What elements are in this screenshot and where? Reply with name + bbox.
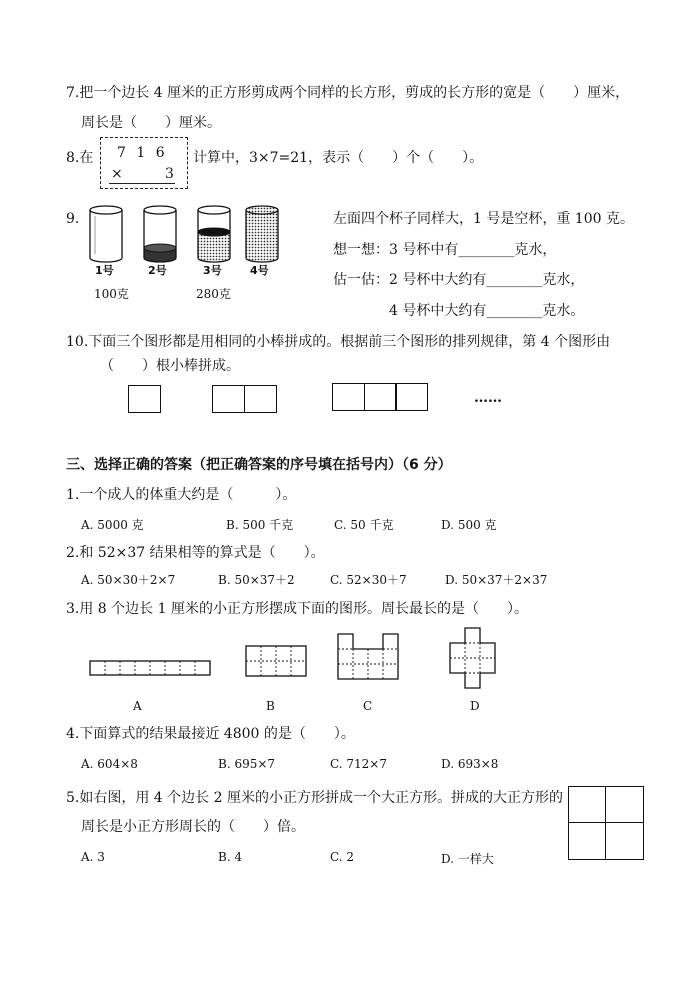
c2-question: 2.和 52×37 结果相等的算式是（ ）。 [66, 545, 325, 561]
c4-option-b: B. 695×7 [218, 757, 276, 771]
q9-statement: 左面四个杯子同样大，1 号是空杯，重 100 克。 [333, 211, 634, 227]
c4-option-c: C. 712×7 [330, 757, 387, 771]
q7-line1: 7.把一个边长 4 厘米的正方形剪成两个同样的长方形，剪成的长方形的宽是（ ）厘米， [66, 85, 630, 101]
cup-2-little-water [144, 206, 176, 262]
q9-cups [86, 204, 306, 274]
c5-option-b: B. 4 [218, 850, 243, 864]
cup-1-weight: 100克 [94, 287, 129, 301]
c2-option-b: B. 50×37＋2 [218, 573, 295, 587]
cup-1-empty [90, 206, 122, 262]
c4-option-a: A. 604×8 [81, 757, 138, 771]
c3-figures [80, 628, 640, 698]
c5-option-d: D. 一样大 [441, 852, 494, 866]
cup-4-full-water [246, 206, 278, 262]
c3-label-a: A [133, 699, 142, 713]
c1-question: 1.一个成人的体重大约是（ ）。 [66, 487, 297, 503]
q9-estimate-4: 4 号杯中大约有________克水。 [389, 303, 585, 319]
c3-figure-b [246, 646, 306, 676]
c5-line1: 5.如右图，用 4 个边长 2 厘米的小正方形拼成一个大正方形。拼成的大正方形的 [66, 790, 563, 806]
q8-underline [109, 183, 175, 184]
q10-line1: 10.下面三个图形都是用相同的小棒拼成的。根据前三个图形的排列规律，第 4 个图形由 [66, 334, 611, 350]
cup-label-4: 4号 [250, 264, 269, 277]
c4-option-d: D. 693×8 [441, 757, 499, 771]
cup-label-1: 1号 [95, 264, 114, 277]
c5-option-a: A. 3 [81, 850, 105, 864]
cup-3-weight: 280克 [196, 287, 231, 301]
c1-option-c: C. 50 千克 [334, 518, 394, 532]
q8-bottom-digit: 3 [165, 166, 174, 182]
c3-figure-a [90, 661, 210, 675]
q8-times-sign: × [111, 166, 123, 182]
cup-label-3: 3号 [203, 264, 222, 277]
cup-3-half-water [198, 206, 230, 262]
q8-multiplication-box [100, 137, 188, 189]
q8-prefix: 8.在 [66, 150, 94, 166]
c2-option-a: A. 50×30＋2×7 [81, 573, 176, 587]
c2-option-c: C. 52×30＋7 [330, 573, 407, 587]
c1-option-b: B. 500 千克 [226, 518, 294, 532]
c5-line2: 周长是小正方形周长的（ ）倍。 [81, 819, 305, 835]
c4-question: 4.下面算式的结果最接近 4800 的是（ ）。 [66, 726, 355, 742]
q7-line2: 周长是（ ）厘米。 [81, 115, 221, 131]
c3-question: 3.用 8 个边长 1 厘米的小正方形摆成下面的图形。周长最长的是（ ）。 [66, 601, 528, 617]
section-3-title: 三、选择正确的答案（把正确答案的序号填在括号内）（6 分） [66, 457, 452, 473]
c3-label-d: D [470, 699, 480, 713]
c1-option-d: D. 500 克 [441, 518, 497, 532]
q9-estimate-2: 估一估：2 号杯中大约有________克水， [333, 272, 585, 288]
q10-ellipsis: …… [474, 390, 502, 406]
c3-figure-c [338, 634, 398, 679]
c2-option-d: D. 50×37＋2×37 [445, 573, 548, 587]
q10-line2: （ ）根小棒拼成。 [100, 358, 240, 374]
c5-big-square-figure [568, 786, 644, 860]
q9-think: 想一想：3 号杯中有________克水， [333, 242, 557, 258]
c3-figure-d [450, 628, 495, 688]
c5-option-c: C. 2 [330, 850, 355, 864]
q9-number: 9. [66, 211, 80, 227]
stick-figure-1 [128, 385, 161, 413]
c3-label-b: B [266, 699, 275, 713]
q8-suffix: 计算中，3×7=21，表示（ ）个（ ）。 [193, 150, 484, 166]
q8-top-digits: 7 1 6 [117, 145, 168, 161]
c1-option-a: A. 5000 克 [81, 518, 144, 532]
cup-label-2: 2号 [148, 264, 167, 277]
c3-label-c: C [363, 699, 373, 713]
